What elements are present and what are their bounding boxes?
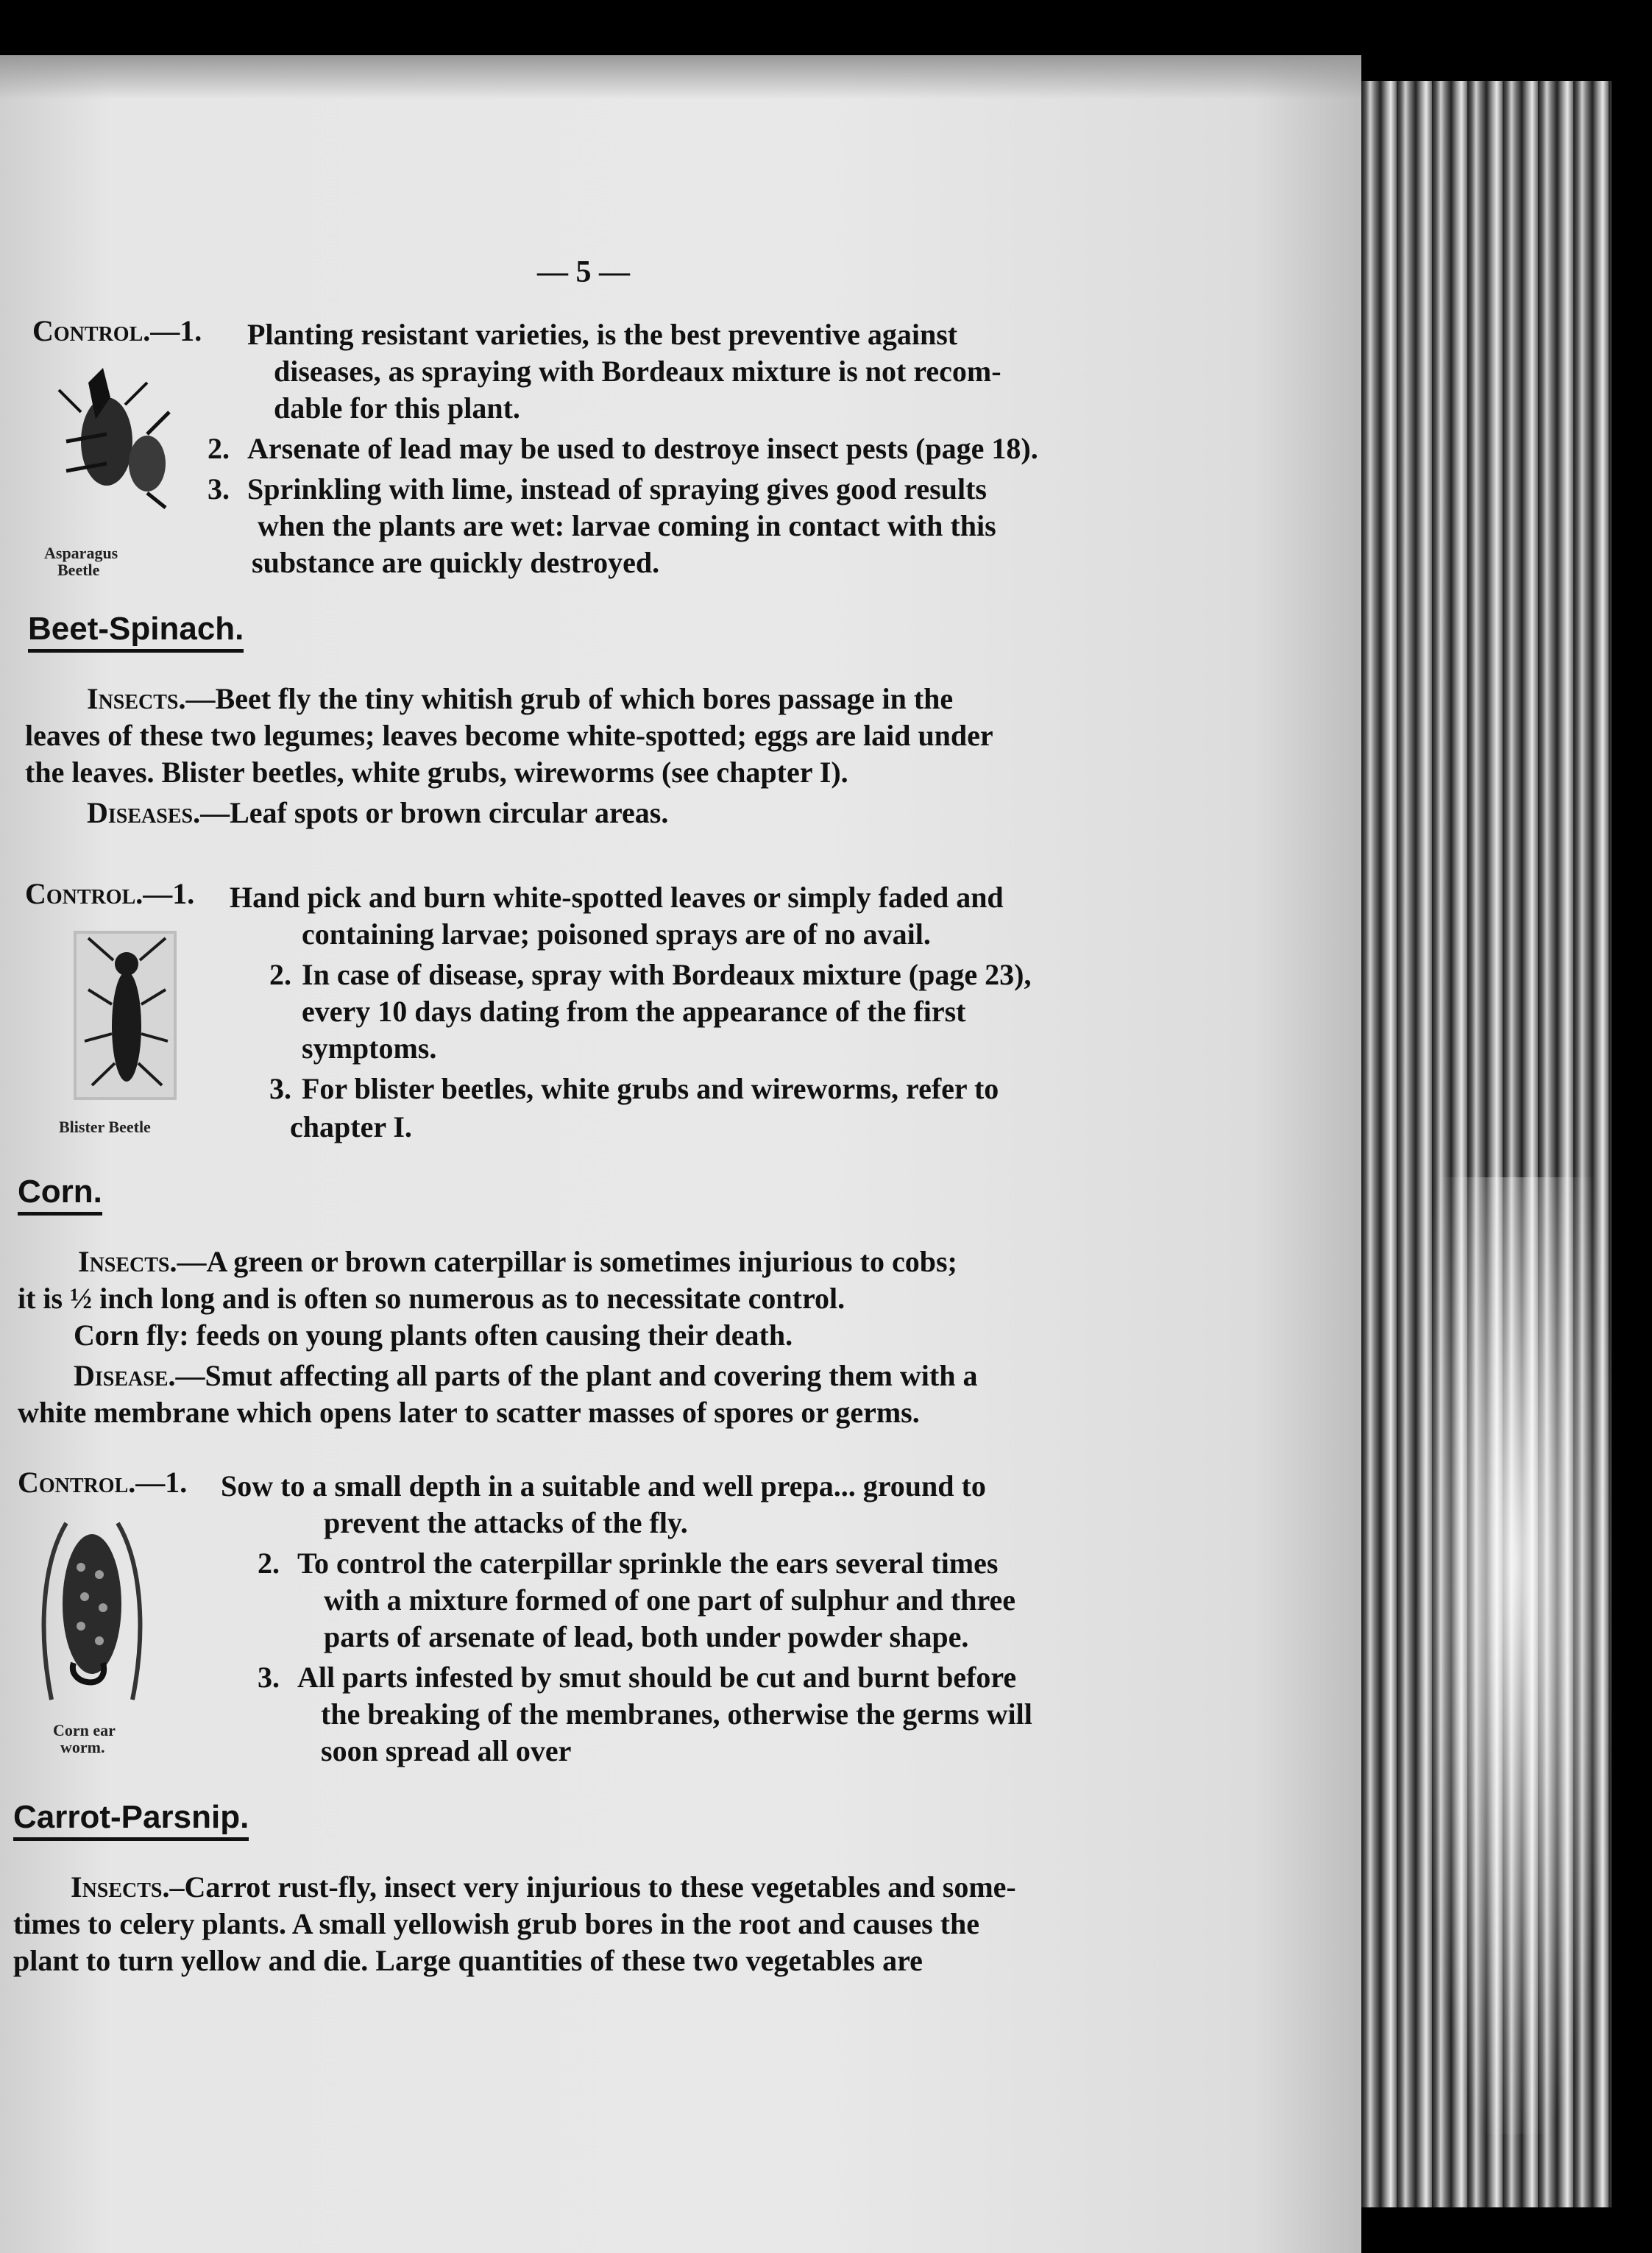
corn-caption-1: Corn ear (53, 1721, 116, 1739)
corn-insects-line2: it is ½ inch long and is often so numerous as to necessitate control. (18, 1282, 846, 1315)
beet-insects-line2: leaves of these two legumes; leaves become white-spotted; eggs are laid under (25, 719, 993, 752)
carrot-parsnip-heading: Carrot-Parsnip. (13, 1799, 249, 1841)
beet-c2-line3: symptoms. (302, 1032, 437, 1065)
beet-c3-line1: For blister beetles, white grubs and wireworms, refer to (302, 1072, 999, 1105)
corn-ear-worm-figure (22, 1516, 155, 1707)
corn-control-label: Control.—1. (18, 1466, 188, 1499)
corn-heading: Corn. (18, 1174, 102, 1216)
asparagus-item1-line2: diseases, as spraying with Bordeaux mixture is not recom- (274, 355, 1002, 388)
carrot-insects-label: Insects. (71, 1870, 170, 1903)
corn-insects-line1: —A green or brown caterpillar is sometimes injurious to cobs; (177, 1245, 957, 1278)
corn-c3-line2: the breaking of the membranes, otherwise the germs will (321, 1697, 1032, 1731)
asparagus-beetle-figure (37, 353, 184, 522)
beet-diseases-text: —Leaf spots or brown circular areas. (200, 796, 669, 829)
corn-disease-line2: white membrane which opens later to scatter masses of spores or germs. (18, 1396, 920, 1429)
carrot-insects-line1: –Carrot rust-fly, insect very injurious to these vegetables and some- (169, 1870, 1016, 1903)
corn-caption-2: worm. (60, 1738, 105, 1756)
beet-diseases-label: Diseases. (87, 796, 201, 829)
blister-beetle-figure (74, 931, 177, 1100)
asparagus-item2-line1: Arsenate of lead may be used to destroye insect pests (page 18). (247, 432, 1038, 465)
asparagus-caption-1: Asparagus (44, 544, 118, 562)
beet-c3-num: 3. (269, 1072, 291, 1105)
page-number: — 5 — (537, 255, 630, 289)
beet-c2-line1: In case of disease, spray with Bordeaux mixture (page 23), (302, 958, 1032, 991)
beet-control-label: Control.—1. (25, 877, 195, 910)
asparagus-item2-num: 2. (208, 432, 230, 465)
corn-c3-line1: All parts infested by smut should be cut and burnt before (297, 1661, 1017, 1694)
beet-c1-line2: containing larvae; poisoned sprays are of no avail. (302, 918, 931, 951)
corn-c3-line3: soon spread all over (321, 1734, 572, 1767)
beet-c1-line1: Hand pick and burn white-spotted leaves or simply faded and (230, 881, 1004, 914)
binding-glare (1420, 1177, 1612, 2134)
blister-beetle-caption: Blister Beetle (59, 1118, 151, 1136)
corn-c2-line1: To control the caterpillar sprinkle the ears several times (297, 1547, 999, 1580)
beet-insects-line1: —Beet fly the tiny whitish grub of which bores passage in the (185, 682, 954, 715)
asparagus-item3-line2: when the plants are wet: larvae coming in contact with this (258, 509, 996, 542)
corn-c2-line3: parts of arsenate of lead, both under powder shape. (324, 1620, 969, 1653)
corn-c1-line2: prevent the attacks of the fly. (324, 1506, 688, 1539)
corn-c2-line2: with a mixture formed of one part of sulphur and three (324, 1583, 1015, 1617)
carrot-insects-line3: plant to turn yellow and die. Large quantities of these two vegetables are (13, 1944, 923, 1977)
book-page (0, 55, 1361, 2253)
asparagus-item1-line3: dable for this plant. (274, 391, 520, 425)
corn-c1-line1: Sow to a small depth in a suitable and well prepa... ground to (221, 1469, 986, 1502)
corn-disease-label: Disease. (74, 1359, 176, 1392)
corn-c2-num: 2. (258, 1547, 280, 1580)
beet-c2-line2: every 10 days dating from the appearance of the first (302, 995, 966, 1028)
corn-insects-label: Insects. (78, 1245, 177, 1278)
beet-insects-label: Insects. (87, 682, 186, 715)
corn-disease-line1: —Smut affecting all parts of the plant and covering them with a (175, 1359, 978, 1392)
corn-c3-num: 3. (258, 1661, 280, 1694)
asparagus-item3-line1: Sprinkling with lime, instead of spraying gives good results (247, 472, 987, 505)
carrot-insects-line2: times to celery plants. A small yellowish grub bores in the root and causes the (13, 1907, 979, 1940)
beet-c3-line2: chapter I. (290, 1110, 412, 1143)
asparagus-control-label: Control.—1. (32, 314, 202, 347)
beet-c2-num: 2. (269, 958, 291, 991)
asparagus-item1-line1: Planting resistant varieties, is the best preventive against (247, 318, 958, 351)
asparagus-item3-num: 3. (208, 472, 230, 505)
beet-spinach-heading: Beet-Spinach. (28, 611, 244, 653)
beet-insects-line3: the leaves. Blister beetles, white grubs, wireworms (see chapter I). (25, 756, 848, 789)
asparagus-caption-2: Beetle (57, 561, 100, 579)
corn-insects-line3: Corn fly: feeds on young plants often causing their death. (74, 1319, 793, 1352)
asparagus-item3-line3: substance are quickly destroyed. (252, 546, 660, 579)
page-shadow (0, 55, 1361, 99)
